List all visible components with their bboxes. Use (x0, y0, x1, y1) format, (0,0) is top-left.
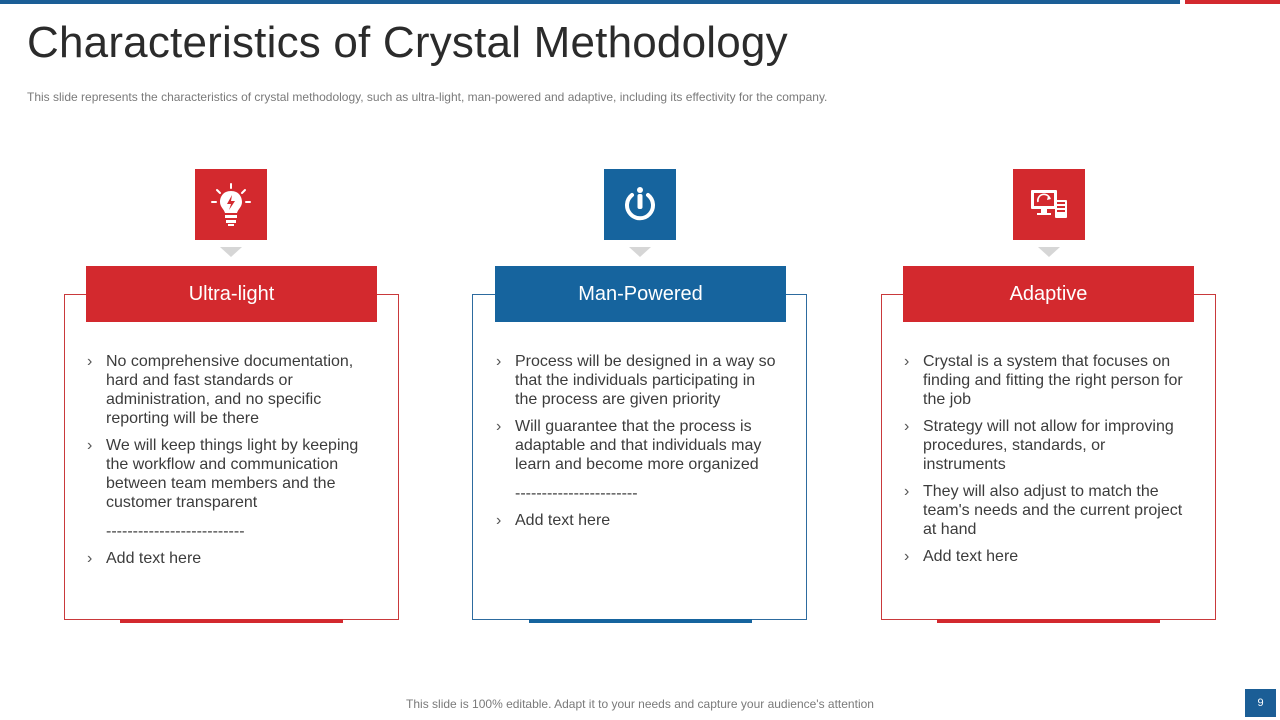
list-item: › Add text here (904, 548, 1019, 565)
list-item: › We will keep things light by keeping the workflow and communication between team members and the customer transparent (87, 437, 359, 511)
top-accent-bar-red (1185, 0, 1280, 4)
footer-note: This slide is 100% editable. Adapt it to your needs and capture your audience's attention (406, 697, 874, 711)
slide-title: Characteristics of Crystal Methodology (27, 18, 788, 67)
list-item-text: Process will be designed in a way so that the individuals participating in the process are given priority (515, 353, 776, 408)
list-item: › Add text here (87, 550, 202, 567)
power-person-icon (604, 169, 676, 240)
add-text-placeholder: Add text here (515, 512, 611, 529)
add-text-placeholder: Add text here (106, 550, 202, 567)
card-pointer (220, 247, 242, 257)
list-item: › Add text here (496, 512, 611, 529)
separator-dashes: -------------------------- (106, 523, 245, 540)
card-bottom-accent (120, 619, 343, 623)
ultra-light-content (87, 352, 367, 576)
man-powered-heading: Man-Powered (495, 266, 786, 322)
top-accent-bar-blue (0, 0, 1180, 4)
man-powered-content (496, 352, 776, 538)
card-pointer (629, 247, 651, 257)
list-item: › No comprehensive documentation, hard and fast standards or administration, and no specific reporting will be there (87, 353, 354, 427)
list-item-text: We will keep things light by keeping the workflow and communication between team members and the customer transparent (106, 437, 359, 511)
page-number: 9 (1245, 689, 1276, 717)
list-item-text: No comprehensive documentation, hard and fast standards or administration, and no specific reporting will be there (106, 353, 354, 427)
list-item-text: Crystal is a system that focuses on finding and fitting the right person for the job (923, 353, 1183, 408)
add-text-placeholder: Add text here (923, 548, 1019, 565)
list-item: › Crystal is a system that focuses on finding and fitting the right person for the job (904, 353, 1183, 408)
ultra-light-heading: Ultra-light (86, 266, 377, 322)
card-bottom-accent (529, 619, 752, 623)
list-item: › Strategy will not allow for improving procedures, standards, or instruments (904, 418, 1174, 473)
adaptive-content (904, 352, 1184, 574)
list-item: › Will guarantee that the process is adaptable and that individuals may learn and become more organized (496, 418, 762, 473)
list-item-text: Will guarantee that the process is adaptable and that individuals may learn and become more organized (515, 418, 762, 473)
separator-dashes: ----------------------- (515, 485, 638, 502)
list-item: › They will also adjust to match the team's needs and the current project at hand (904, 483, 1183, 538)
adaptive-heading: Adaptive (903, 266, 1194, 322)
list-item-text: They will also adjust to match the team's needs and the current project at hand (923, 483, 1183, 538)
card-bottom-accent (937, 619, 1160, 623)
list-item-text: Strategy will not allow for improving procedures, standards, or instruments (923, 418, 1174, 473)
list-item: › Process will be designed in a way so that the individuals participating in the process are given priority (496, 353, 776, 408)
lightbulb-icon (195, 169, 267, 240)
slide-subtitle: This slide represents the characteristics of crystal methodology, such as ultra-light, man-powered and adaptive, including its effectivity for the company. (27, 90, 828, 104)
monitor-devices-icon (1013, 169, 1085, 240)
card-pointer (1038, 247, 1060, 257)
